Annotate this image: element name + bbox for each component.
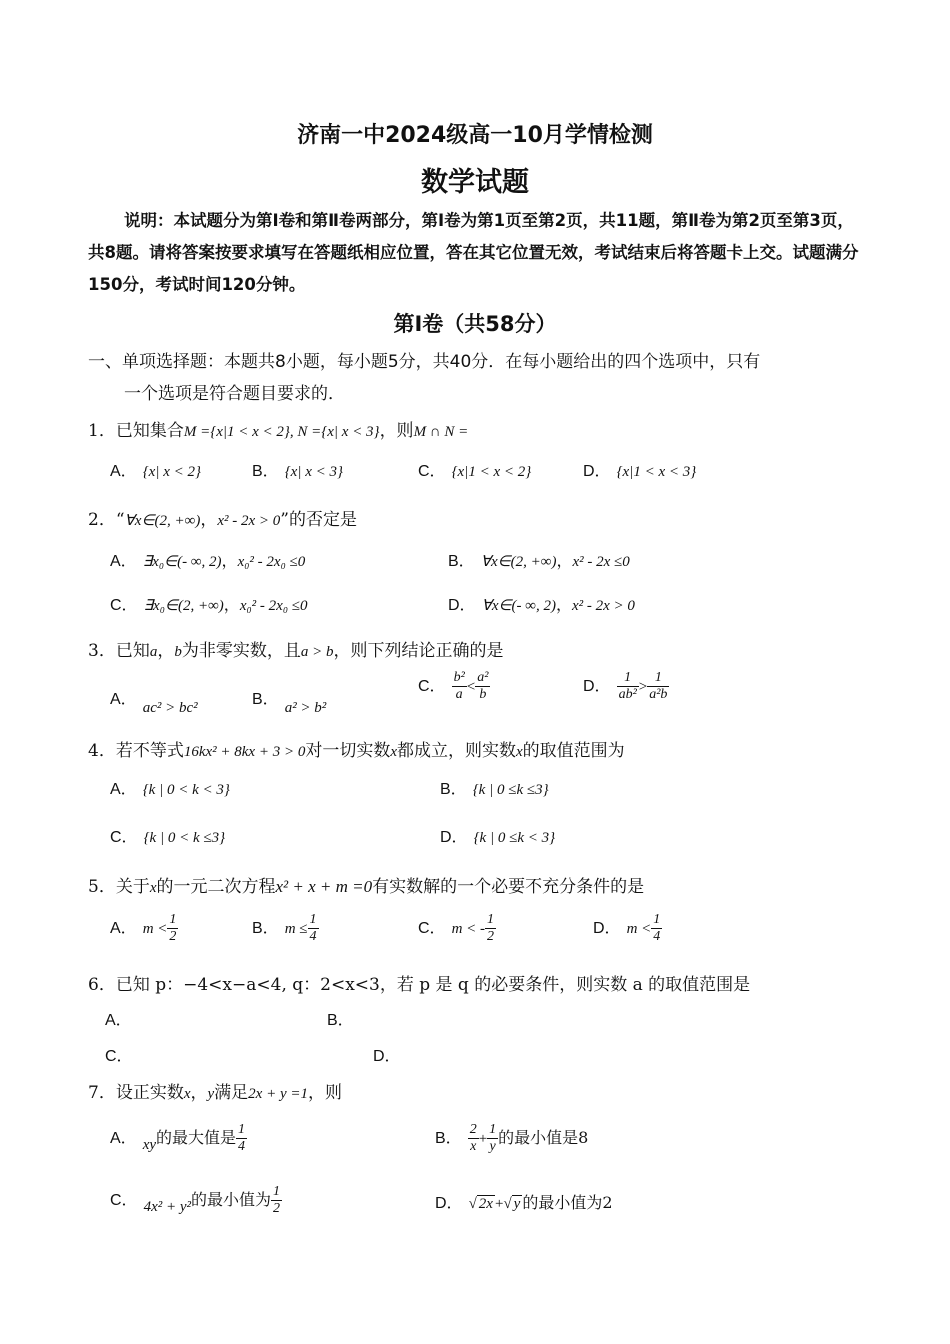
q4-option-d-text: {k | 0 ≤k < 3} [473, 830, 556, 846]
section-heading [88, 346, 868, 410]
q7-d-sqrt2: y [513, 1196, 521, 1212]
q7-b-frac2 [487, 1122, 498, 1155]
q7-number: 7． [88, 1083, 116, 1103]
q4-pre: 若不等式 [115, 741, 184, 761]
q5-c-frac [485, 912, 496, 945]
q5-number: 5． [88, 877, 116, 897]
q2-d1: ∀x∈(- ∞, 2) [481, 598, 556, 614]
q7-a-frac [236, 1122, 247, 1155]
q7-option-c[interactable] [110, 1184, 282, 1217]
q3-pre: 已知 [115, 641, 150, 661]
option-label: B． [435, 1130, 462, 1147]
q7-sep: ， [190, 1083, 208, 1103]
frac-numerator: 1 [309, 912, 317, 927]
q7-option-b[interactable] [435, 1122, 588, 1155]
q4-x1: x [390, 744, 397, 760]
frac-denominator: a²b [649, 687, 668, 702]
q7-option-a[interactable] [110, 1122, 247, 1155]
exam-subtitle: 数学试题 [421, 167, 529, 198]
q7-a-text: 的最大值是 [156, 1128, 237, 1147]
option-label: A． [105, 1012, 132, 1029]
q3-sep: ， [157, 641, 175, 661]
q3-c-op: < [466, 679, 476, 695]
volume-heading: 第Ⅰ卷（共58分） [393, 312, 557, 336]
option-label: A． [110, 920, 137, 937]
option-label: B． [440, 781, 467, 798]
q5-option-b[interactable] [252, 912, 319, 945]
q3-option-d[interactable] [583, 670, 669, 703]
option-label: B． [252, 463, 279, 480]
option-label: D． [593, 920, 621, 937]
frac-numerator: 1 [647, 670, 669, 687]
q3-c-frac2 [475, 670, 490, 703]
q3-d-frac1 [617, 670, 639, 703]
option-label: D． [435, 1195, 463, 1212]
frac-numerator: 1 [169, 912, 177, 927]
q7-mid: 满足 [214, 1083, 249, 1103]
q3-number: 3． [88, 641, 116, 661]
q5-mid: 的一元二次方程 [156, 877, 276, 897]
q5-math: x² + x + m =0 [275, 877, 373, 896]
q7-d-text: 的最小值为2 [522, 1193, 613, 1212]
q3-cond: a > b [300, 644, 334, 660]
frac-numerator: 1 [489, 1122, 497, 1137]
sqrt-symbol: √ [468, 1196, 477, 1212]
frac-numerator: 1 [617, 670, 639, 687]
q3-c-frac1 [452, 670, 467, 703]
q6-option-c[interactable] [105, 1043, 139, 1066]
section-heading-line2: 一个选项是符合题目要求的． [124, 384, 345, 404]
q5-c-pre: m < - [451, 921, 486, 937]
q7-d-op: + [494, 1196, 504, 1212]
question-6 [88, 970, 750, 995]
q7-post: ，则 [307, 1083, 342, 1103]
option-label: B． [252, 920, 279, 937]
q6-number: 6． [88, 975, 116, 995]
frac-numerator: b² [453, 670, 465, 685]
option-label: A． [110, 553, 137, 570]
q7-math: 2x + y =1 [248, 1086, 308, 1102]
question-5 [88, 872, 644, 897]
q2-m1: ∀x∈(2, +∞) [124, 513, 201, 529]
q7-y: y [207, 1086, 215, 1102]
q4-number: 4． [88, 741, 116, 761]
option-label: D． [583, 463, 611, 480]
q4-post: 的取值范围为 [522, 741, 625, 761]
option-label: C． [110, 1192, 138, 1209]
q6-option-a[interactable] [105, 1007, 138, 1030]
option-label: B． [448, 553, 475, 570]
frac-denominator: a [455, 687, 463, 702]
q1-option-d-text: {x|1 < x < 3} [616, 464, 697, 480]
q3-mid: 为非零实数，且 [181, 641, 301, 661]
q3-option-c[interactable] [418, 670, 490, 703]
q6-option-d[interactable] [373, 1043, 407, 1066]
q1-math: M ={x|1 < x < 2}, N ={x| x < 3} [183, 424, 380, 440]
q1-post: ，则 [379, 421, 414, 441]
q7-x: x [183, 1086, 191, 1102]
frac-denominator: x [470, 1139, 477, 1154]
frac-numerator: 1 [273, 1184, 281, 1199]
option-label: B． [327, 1012, 354, 1029]
q4-option-a[interactable] [110, 776, 230, 799]
q2-option-d[interactable] [448, 592, 635, 615]
q5-d-pre: m < [626, 921, 652, 937]
option-label: D． [448, 597, 476, 614]
q7-pre: 设正实数 [115, 1083, 184, 1103]
q4-option-c[interactable] [110, 824, 225, 847]
exam-instructions: 说明：本试题分为第Ⅰ卷和第Ⅱ卷两部分，第Ⅰ卷为第1页至第2页，共11题，第Ⅱ卷为第2页至第3页，共8题。请将答案按要求填写在答题纸相应位置，答在其它位置无效，考试结束后将答题卡上交。试题满分150分，考试时间120分钟。 [88, 211, 859, 294]
q2-b1: ∀x∈(2, +∞) [480, 554, 557, 570]
option-label: C． [418, 463, 446, 480]
option-label: D． [373, 1048, 401, 1065]
q5-d-frac [651, 912, 662, 945]
question-7 [88, 1078, 342, 1103]
q6-option-b[interactable] [327, 1007, 360, 1030]
q5-x: x [149, 880, 157, 896]
frac-numerator: 1 [487, 912, 495, 927]
frac-denominator: b [479, 687, 487, 702]
q3-post: ，则下列结论正确的是 [333, 641, 504, 661]
q4-mid2: 都成立，则实数 [397, 741, 516, 761]
q4-option-d[interactable] [440, 824, 555, 847]
option-label: A． [110, 1130, 137, 1147]
q2-pre: “ [115, 510, 125, 530]
q4-option-b-text: {k | 0 ≤k ≤3} [472, 782, 549, 798]
q7-a-math: xy [142, 1137, 157, 1153]
question-4 [88, 736, 625, 761]
exam-title: 济南一中2024级高一10月学情检测 [297, 123, 653, 148]
q2-option-b[interactable] [448, 548, 630, 571]
q2-post: ”的否定是 [280, 510, 357, 530]
q5-a-pre: m < [142, 921, 168, 937]
q5-option-c[interactable] [418, 912, 496, 945]
frac-denominator: 4 [309, 929, 317, 944]
option-label: C． [110, 597, 138, 614]
q2-b2: ， [556, 551, 573, 570]
q2-a3: x₀² - 2x₀ ≤0 [237, 554, 306, 570]
frac-numerator: 1 [238, 1122, 246, 1137]
q5-option-d[interactable] [593, 912, 662, 945]
q6-text: 已知 p：−4<x−a<4, q：2<x<3，若 p 是 q 的必要条件，则实数 a 的取值范围是 [115, 975, 751, 995]
q3-option-a-text: ac² > bc² [142, 700, 198, 716]
q2-number: 2． [88, 510, 116, 530]
q3-option-a[interactable] [110, 686, 198, 716]
q2-option-a[interactable] [110, 548, 305, 571]
frac-denominator: 2 [169, 929, 177, 944]
q1-pre: 已知集合 [115, 421, 184, 441]
q7-c-text: 的最小值为 [191, 1190, 272, 1209]
q4-x2: x [516, 744, 523, 760]
q2-c1: ∃x₀∈(2, +∞) [143, 598, 224, 614]
q4-math: 16kx² + 8kx + 3 > 0 [183, 744, 306, 760]
q2-a2: ， [221, 551, 238, 570]
q1-option-b[interactable] [252, 458, 343, 481]
q4-mid: 对一切实数 [305, 741, 391, 761]
q2-c3: x₀² - 2x₀ ≤0 [239, 598, 308, 614]
question-1 [88, 416, 468, 441]
q2-b3: x² - 2x ≤0 [572, 554, 630, 570]
question-3 [88, 636, 503, 661]
section-heading-line1: 一、单项选择题：本题共8小题，每小题5分，共40分．在每小题给出的四个选项中，只有 [88, 352, 761, 372]
option-label: C． [110, 829, 138, 846]
q5-post: 有实数解的一个必要不充分条件的是 [372, 877, 645, 897]
q5-a-frac [167, 912, 178, 945]
q1-option-c[interactable] [418, 458, 531, 481]
frac-denominator: 2 [273, 1201, 281, 1216]
option-label: D． [440, 829, 468, 846]
q4-option-c-text: {k | 0 < k ≤3} [143, 830, 226, 846]
frac-denominator: ab² [618, 687, 637, 702]
q5-option-a[interactable] [110, 912, 178, 945]
q7-b-frac1 [468, 1122, 479, 1155]
option-label: A． [110, 781, 137, 798]
option-label: A． [110, 691, 137, 708]
q3-d-op: > [638, 679, 648, 695]
q2-d3: x² - 2x > 0 [572, 598, 635, 614]
frac-numerator: 2 [469, 1122, 477, 1137]
q2-a1: ∃x₀∈(- ∞, 2) [142, 554, 222, 570]
q3-d-frac2 [647, 670, 669, 703]
question-2 [88, 505, 357, 530]
q2-c2: ， [223, 595, 240, 614]
q2-d2: ， [555, 595, 572, 614]
q1-option-a[interactable] [110, 458, 201, 481]
q3-option-b-text: a² > b² [284, 700, 327, 716]
option-label: D． [583, 678, 611, 695]
frac-denominator: 4 [653, 929, 661, 944]
option-label: A． [110, 463, 137, 480]
frac-denominator: 2 [487, 929, 495, 944]
q3-a: a [149, 644, 158, 660]
q1-tail: M ∩ N = [413, 424, 469, 440]
q1-number: 1． [88, 421, 116, 441]
option-label: B． [252, 691, 279, 708]
q5-pre: 关于 [115, 877, 150, 897]
q5-b-frac [308, 912, 319, 945]
q7-b-text: 的最小值是8 [498, 1128, 589, 1147]
q1-option-a-text: {x| x < 2} [142, 464, 201, 480]
q5-b-pre: m ≤ [284, 921, 308, 937]
q3-b: b [174, 644, 182, 660]
q7-c-frac [271, 1184, 282, 1217]
q1-option-b-text: {x| x < 3} [284, 464, 343, 480]
q7-b-op: + [478, 1131, 488, 1147]
frac-denominator: 4 [238, 1139, 246, 1154]
frac-denominator: y [489, 1139, 496, 1154]
q4-option-b[interactable] [440, 776, 549, 799]
q3-option-b[interactable] [252, 686, 327, 716]
q2-m3: x² - 2x > 0 [217, 513, 281, 529]
q1-option-c-text: {x|1 < x < 2} [451, 464, 532, 480]
q7-c-math: 4x² + y² [143, 1199, 191, 1215]
q7-d-sqrt1: 2x [478, 1196, 493, 1212]
frac-numerator: 1 [653, 912, 661, 927]
frac-numerator: a² [477, 670, 489, 685]
option-label: C． [418, 920, 446, 937]
q7-option-d[interactable] [435, 1190, 613, 1213]
q2-m2: ， [200, 510, 218, 530]
option-label: C． [418, 678, 446, 695]
option-label: C． [105, 1048, 133, 1065]
q4-option-a-text: {k | 0 < k < 3} [142, 782, 230, 798]
sqrt-symbol: √ [503, 1196, 512, 1212]
q1-option-d[interactable] [583, 458, 696, 481]
q2-option-c[interactable] [110, 592, 308, 615]
